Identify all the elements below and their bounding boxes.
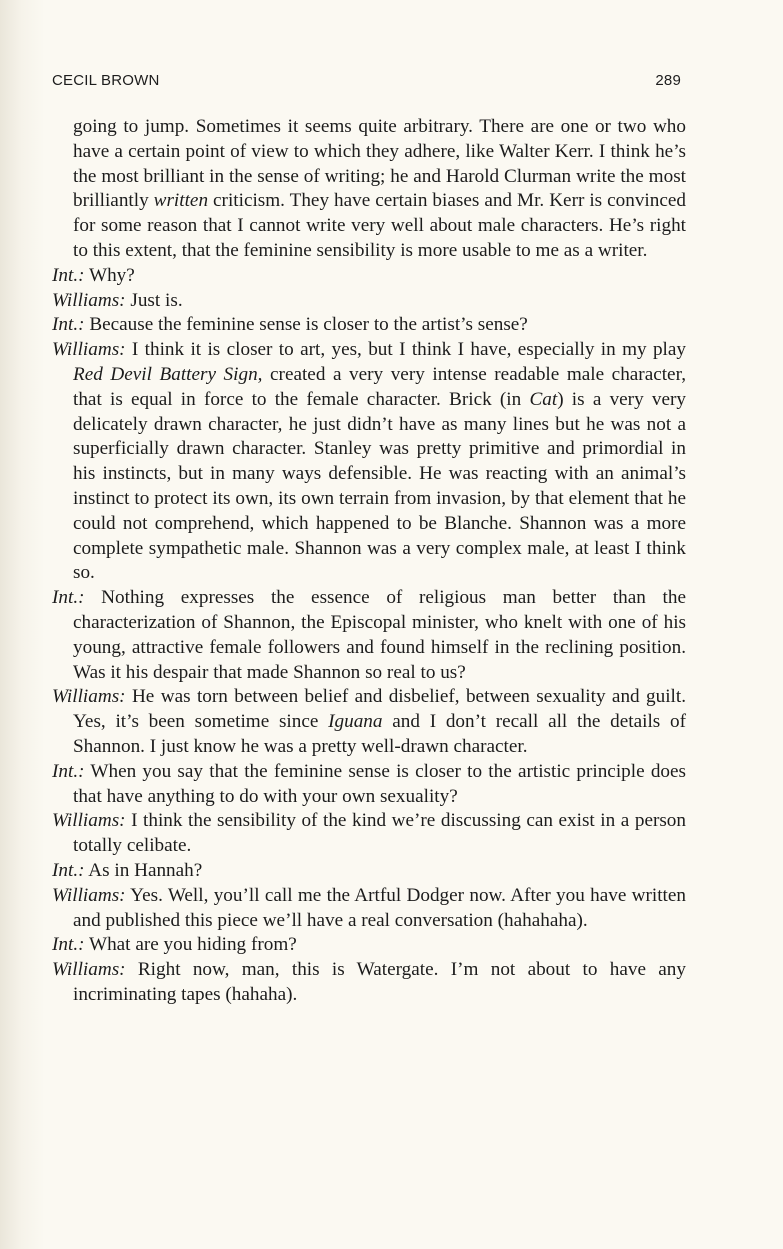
interview-exchange bbox=[52, 884, 686, 934]
interview-exchange bbox=[52, 289, 686, 314]
speech-text: I think the sensibility of the kind we’re discussing can exist in a person totally celibate. bbox=[73, 810, 686, 857]
interview-exchange bbox=[52, 760, 686, 810]
speech-text: As in Hannah? bbox=[84, 859, 203, 881]
speech-text: Yes. Well, you’ll call me the Artful Dodger now. After you have written and published this piece we’ll have a real conversation (hahahaha). bbox=[73, 884, 686, 931]
interview-text bbox=[52, 115, 686, 1008]
speech-text: Because the feminine sense is closer to the artist’s sense? bbox=[84, 314, 528, 336]
text-run: going to jump. Sometimes it seems quite arbitrary. There are one or two who have a certain point of view to which they adhere, like Walter Kerr. I think he’s the most brilliant in the sense of writing; he and Harold Clurman write the most brilliantly bbox=[73, 116, 686, 212]
speaker-label: Williams: bbox=[52, 810, 126, 832]
interview-exchange bbox=[52, 313, 686, 338]
speech-text: Just is. bbox=[125, 289, 183, 311]
play-title: Red Devil Battery Sign, bbox=[73, 363, 263, 385]
interview-exchange bbox=[52, 809, 686, 859]
speech-text: Why? bbox=[84, 264, 135, 286]
continued-paragraph bbox=[52, 115, 686, 264]
running-head bbox=[52, 72, 681, 92]
speaker-label: Williams: bbox=[52, 686, 126, 708]
interview-exchange bbox=[52, 859, 686, 884]
interview-exchange bbox=[52, 685, 686, 759]
page-number: 289 bbox=[655, 72, 681, 89]
speech-text: I think it is closer to art, yes, but I think I have, especially in my play bbox=[125, 339, 686, 361]
running-head-author: CECIL BROWN bbox=[52, 72, 160, 89]
speech-text: ) is a very very delicately drawn character, he just didn’t have as many lines but he was not a superficially drawn character. Stanley was pretty primitive and primordial in his instincts, but in many ways defensible. He was reacting with an animal’s instinct to protect its own, its own terrain from invasion, by that element that he could not comprehend, which happened to be Blanche. Shannon was a more complete sympathetic male. Shannon was a very complex male, at least I think so. bbox=[73, 388, 686, 584]
interview-exchange bbox=[52, 264, 686, 289]
speaker-label: Williams: bbox=[52, 959, 126, 981]
speaker-label: Int.: bbox=[52, 934, 85, 956]
interview-exchange bbox=[52, 586, 686, 685]
speech-text: Right now, man, this is Watergate. I’m not about to have any incriminating tapes (hahaha). bbox=[73, 959, 686, 1005]
text-run: criticism. They have certain biases and Mr. Kerr is convinced for some reason that I cannot write very well about male characters. He’s right to this extent, that the feminine sensibility is more usable to me as a writer. bbox=[73, 190, 686, 261]
speaker-label: Int.: bbox=[52, 314, 85, 336]
interview-exchange bbox=[52, 958, 686, 1008]
speech-text: When you say that the feminine sense is closer to the artistic principle does that have anything to do with your own sexuality? bbox=[73, 760, 686, 807]
emphasis-text: written bbox=[153, 190, 209, 212]
interview-exchange bbox=[52, 933, 686, 958]
speech-text: created a very very intense readable male character, that is equal in force to the female character. Brick (in bbox=[73, 363, 686, 410]
speech-text: What are you hiding from? bbox=[84, 934, 297, 956]
speech-text: and I don’t recall all the details of Shannon. I just know he was a pretty well-drawn character. bbox=[73, 711, 686, 757]
play-title: Iguana bbox=[328, 711, 383, 733]
play-title: Cat bbox=[529, 388, 558, 410]
speaker-label: Williams: bbox=[52, 339, 126, 361]
interview-exchange bbox=[52, 338, 686, 586]
speaker-label: Int.: bbox=[52, 760, 85, 782]
speech-text: He was torn between belief and disbelief, between sexuality and guilt. Yes, it’s been sometime since bbox=[73, 686, 686, 733]
speaker-label: Williams: bbox=[52, 884, 126, 906]
speaker-label: Int.: bbox=[52, 264, 85, 286]
speech-text: Nothing expresses the essence of religious man better than the characterization of Shannon, the Episcopal minister, who knelt with one of his young, attractive female followers and found himself in the reclining position. Was it his despair that made Shannon so real to us? bbox=[73, 587, 686, 683]
speaker-label: Int.: bbox=[52, 859, 85, 881]
speaker-label: Williams: bbox=[52, 289, 126, 311]
speaker-label: Int.: bbox=[52, 587, 85, 609]
